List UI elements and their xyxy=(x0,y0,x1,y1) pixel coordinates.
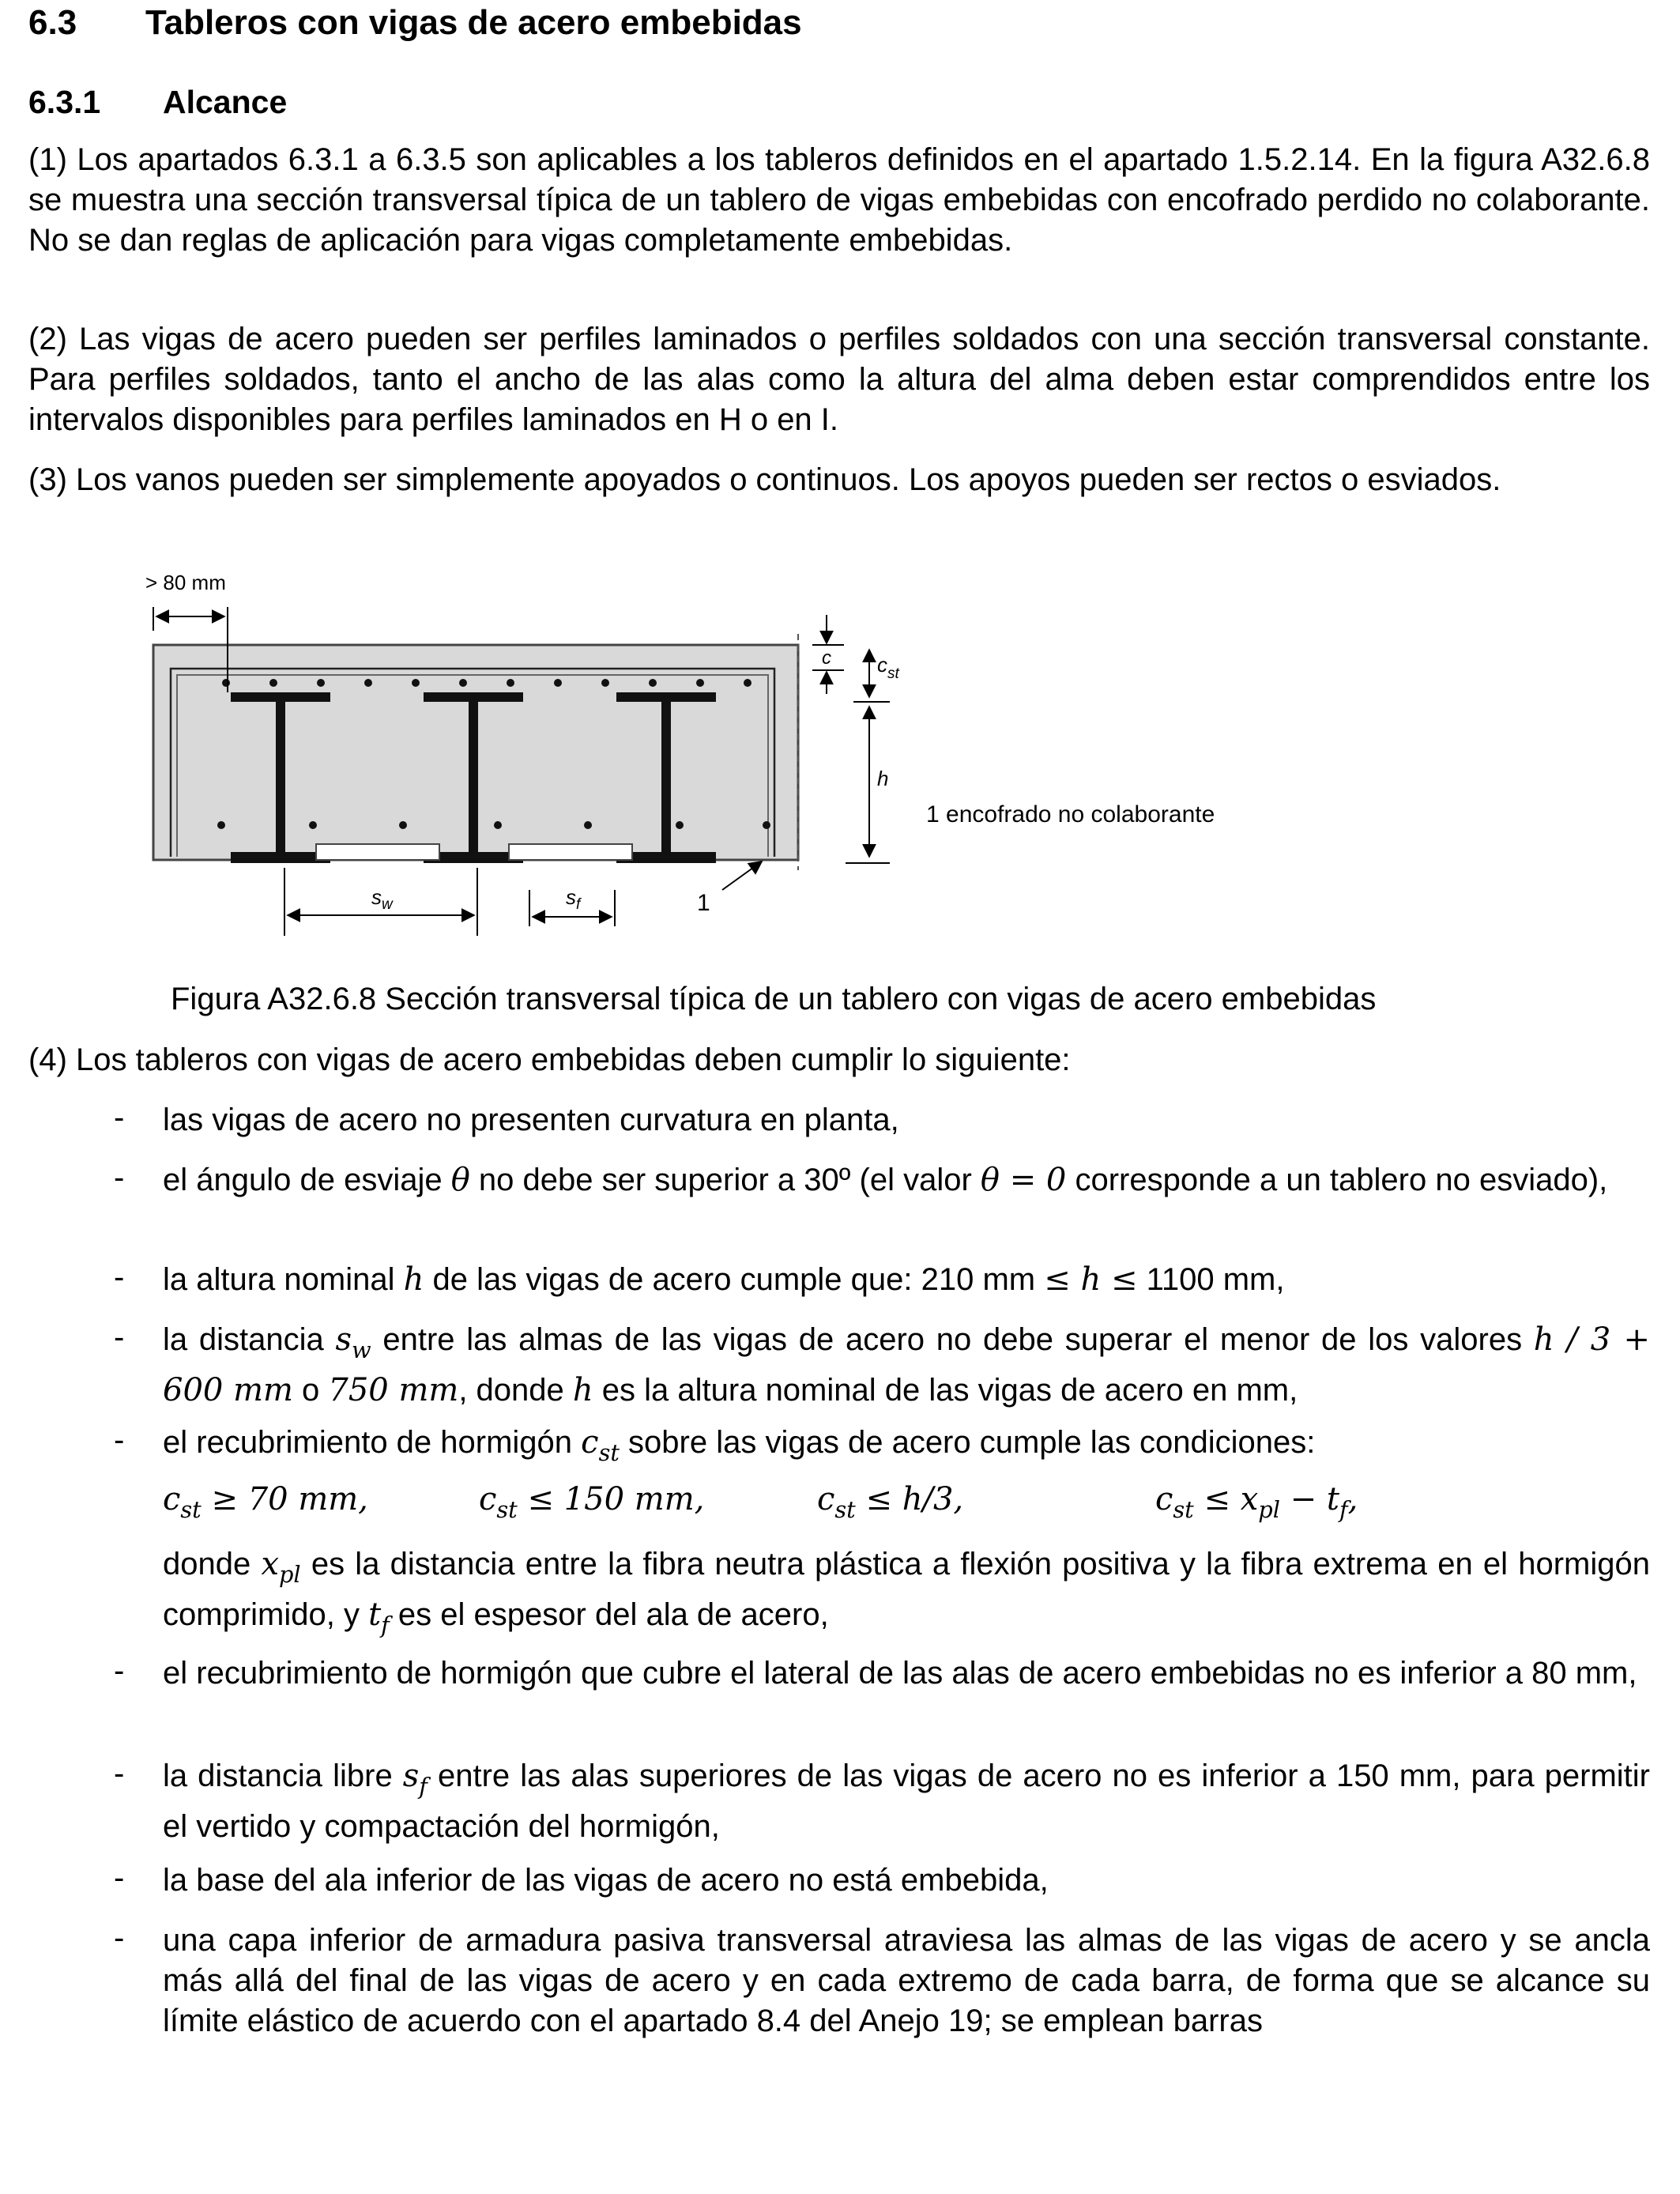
sf-label: s xyxy=(566,885,576,909)
list-item: las vigas de acero no presenten curvatura en planta, xyxy=(163,1103,899,1137)
section-number: 6.3 xyxy=(28,3,77,42)
paragraph-2: (2) Las vigas de acero pueden ser perfiles laminados o perfiles soldados con una sección transversal constante. Para perfiles soldados, tanto el ancho de las alas como la altura del alma deben estar comprendidos entre los intervalos disponibles para perfiles laminados en H o en I. xyxy=(28,322,1650,437)
cst-sub: st xyxy=(887,665,899,682)
list-item: la distancia $s_w$ entre las almas de las vigas de acero no debe superar el menor de los valores h / 3 + 600 mm o 750 mm, donde h es la altura nominal de las vigas de acero en mm, xyxy=(163,1321,1650,1409)
svg-text:sf: $s_f$ xyxy=(566,885,581,913)
sw-label: s xyxy=(371,885,382,909)
list-item: el ángulo de esviaje θ no debe ser superior a 30º (el valor θ = 0 corresponde a un tablero no esviado), xyxy=(163,1162,1608,1198)
condition-3: $c_{st} \le h/3$, xyxy=(817,1481,964,1524)
legend-text: 1 encofrado no colaborante xyxy=(926,801,1215,827)
pointer-1-label: 1 xyxy=(697,890,710,916)
h-label: h xyxy=(877,767,889,790)
dash: - xyxy=(114,1653,125,1688)
subsection-number: 6.3.1 xyxy=(28,84,101,120)
list-item: una capa inferior de armadura pasiva transversal atraviesa las almas de las vigas de acero y se ancla más allá del final de las vigas de acero y en cada extremo de cada barra, de forma que se alcance su límite elástico de acuerdo con el apartado 8.4 del Anejo 19; se emplean barras xyxy=(163,1923,1650,2038)
list-item: el recubrimiento de hormigón que cubre el lateral de las alas de acero embebidas no es inferior a 80 mm, xyxy=(163,1656,1637,1691)
cross-section-figure xyxy=(142,566,1328,961)
dash: - xyxy=(114,1423,125,1457)
svg-text:cst xyxy=(877,653,900,682)
dash: - xyxy=(114,1860,125,1895)
list-item: la altura nominal h de las vigas de acero cumple que: 210 mm ≤ h ≤ 1100 mm, xyxy=(163,1261,1285,1298)
svg-text:sw: $s_w$ xyxy=(371,885,393,913)
cst-label: c xyxy=(877,653,887,677)
list-item: el recubrimiento de hormigón $c_{st}$ sobre las vigas de acero cumple las condiciones: xyxy=(163,1424,1316,1467)
subsection-title: Alcance xyxy=(163,84,288,120)
list-item: la distancia libre $s_f$ entre las alas superiores de las vigas de acero no es inferior a 150 mm, para permitir el vertido y compactación del hormigón, xyxy=(163,1758,1650,1845)
list-item-continuation: donde $x_{pl}$ es la distancia entre la fibra neutra plástica a flexión positiva y la fibra extrema en el hormigón comprimido, y $t_f$ es el espesor del ala de acero, xyxy=(163,1546,1651,1639)
section-title: Tableros con vigas de acero embebidas xyxy=(145,3,802,42)
figure-caption: Figura A32.6.8 Sección transversal típica de un tablero con vigas de acero embebidas xyxy=(171,982,1377,1016)
paragraph-1: (1) Los apartados 6.3.1 a 6.3.5 son aplicables a los tableros definidos en el apartado 1.5.2.14. En la figura A32.6.8 se muestra una sección transversal típica de un tablero de vigas embebidas con encofrado perdido no colaborante. No se dan reglas de aplicación para vigas completamente embebidas. xyxy=(28,142,1650,258)
condition-2: $c_{st} \le 150$ mm, xyxy=(479,1481,705,1524)
condition-4: $c_{st} \le x_{pl} - t_f$, xyxy=(1155,1481,1358,1524)
paragraph-3: (3) Los vanos pueden ser simplemente apoyados o continuos. Los apoyos pueden ser rectos o esviados. xyxy=(28,462,1501,497)
condition-1: $c_{st} \ge 70$ mm, xyxy=(163,1481,368,1524)
dash: - xyxy=(114,1160,125,1195)
dash: - xyxy=(114,1100,125,1135)
dash: - xyxy=(114,1260,125,1295)
c-label: c xyxy=(822,647,831,669)
list-item: la base del ala inferior de las vigas de acero no está embebida, xyxy=(163,1863,1049,1898)
dash: - xyxy=(114,1756,125,1791)
paragraph-4: (4) Los tableros con vigas de acero embebidas deben cumplir lo siguiente: xyxy=(28,1042,1071,1077)
dim-80mm-label: > 80 mm xyxy=(145,571,226,594)
dash: - xyxy=(114,1320,125,1355)
dash: - xyxy=(114,1921,125,1955)
